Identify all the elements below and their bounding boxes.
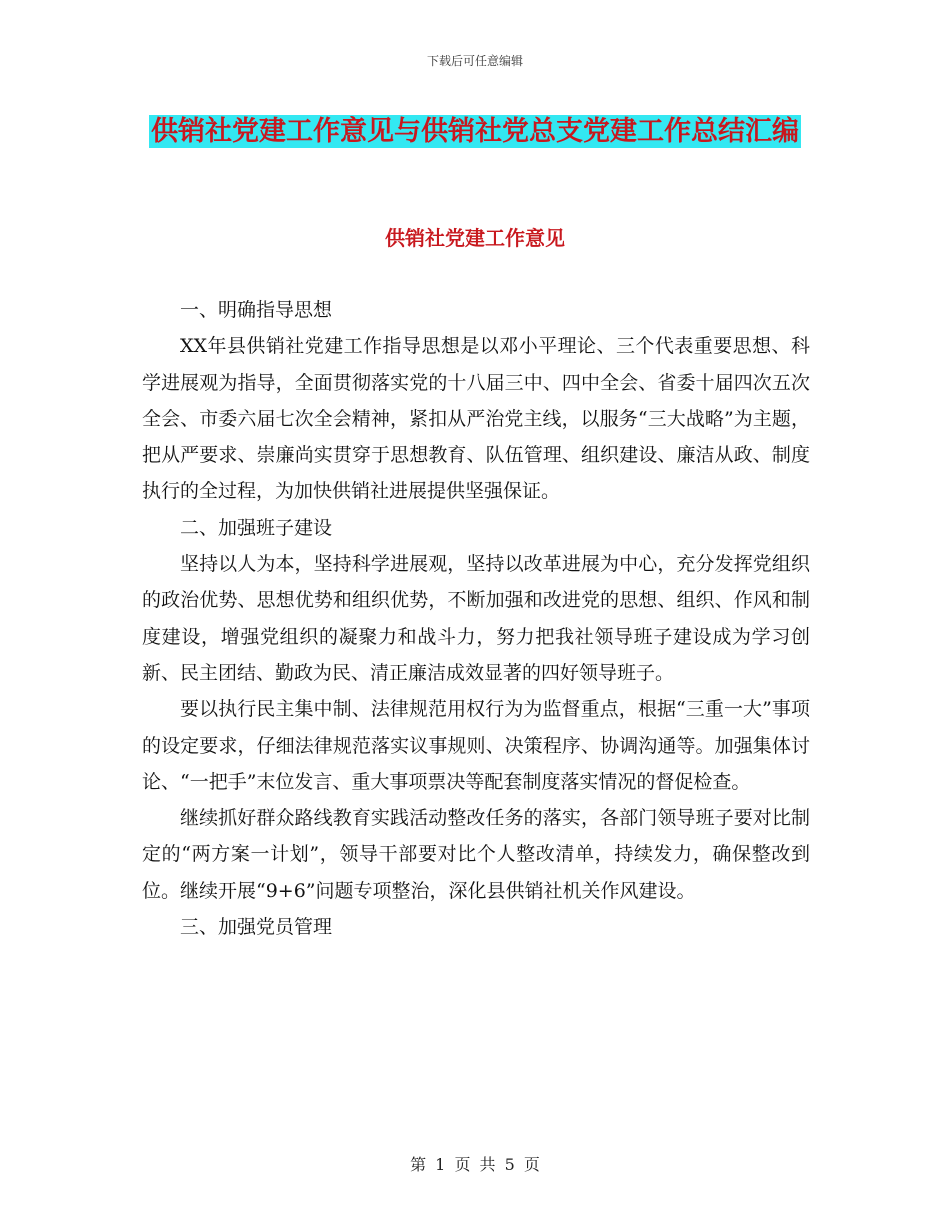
paragraph-leadership-building: 坚持以人为本，坚持科学进展观，坚持以改革进展为中心，充分发挥党组织的政治优势、思想优势和组织优势，不断加强和改进党的思想、组织、作风和制度建设，增强党组织的凝聚力和战斗力，努力把我社领导班子建设成为学习创新、民主团结、勤政为民、清正廉洁成效显著的四好领导班子。 bbox=[142, 553, 810, 684]
body-content bbox=[142, 292, 810, 945]
paragraph-democratic-centralism: 要以执行民主集中制、法律规范用权行为为监督重点，根据“三重一大”事项的设定要求，仔细法律规范落实议事规则、决策程序、协调沟通等。加强集体讨论、“一把手”末位发言、重大事项票决等配套制度落实情况的督促检查。 bbox=[142, 698, 810, 793]
header-note: 下载后可任意编辑 bbox=[426, 54, 523, 68]
paragraph-mass-line-rectification: 继续抓好群众路线教育实践活动整改任务的落实，各部门领导班子要对比制定的“两方案一计划”，领导干部要对比个人整改清单，持续发力，确保整改到位。继续开展“9+6”问题专项整治，深化县供销社机关作风建设。 bbox=[142, 807, 810, 902]
document-title-text: 供销社党建工作意见与供销社党总支党建工作总结汇编 bbox=[151, 116, 799, 147]
heading-party-member-management: 三、加强党员管理 bbox=[180, 916, 333, 939]
document-title bbox=[140, 110, 810, 154]
section-title: 供销社党建工作意见 bbox=[385, 226, 565, 250]
heading-guiding-ideology: 一、明确指导思想 bbox=[180, 299, 333, 321]
heading-leadership-building: 二、加强班子建设 bbox=[180, 516, 333, 539]
page-footer: 第 1 页 共 5 页 bbox=[410, 1155, 540, 1174]
paragraph-guiding-ideology: XX年县供销社党建工作指导思想是以邓小平理论、三个代表重要思想、科学进展观为指导，全面贯彻落实党的十八届三中、四中全会、省委十届四次五次全会、市委六届七次全会精神，紧扣从严治党主线，以服务“三大战略”为主题，把从严要求、崇廉尚实贯穿于思想教育、队伍管理、组织建设、廉洁从政、制度执行的全过程，为加快供销社进展提供坚强保证。 bbox=[142, 335, 810, 503]
